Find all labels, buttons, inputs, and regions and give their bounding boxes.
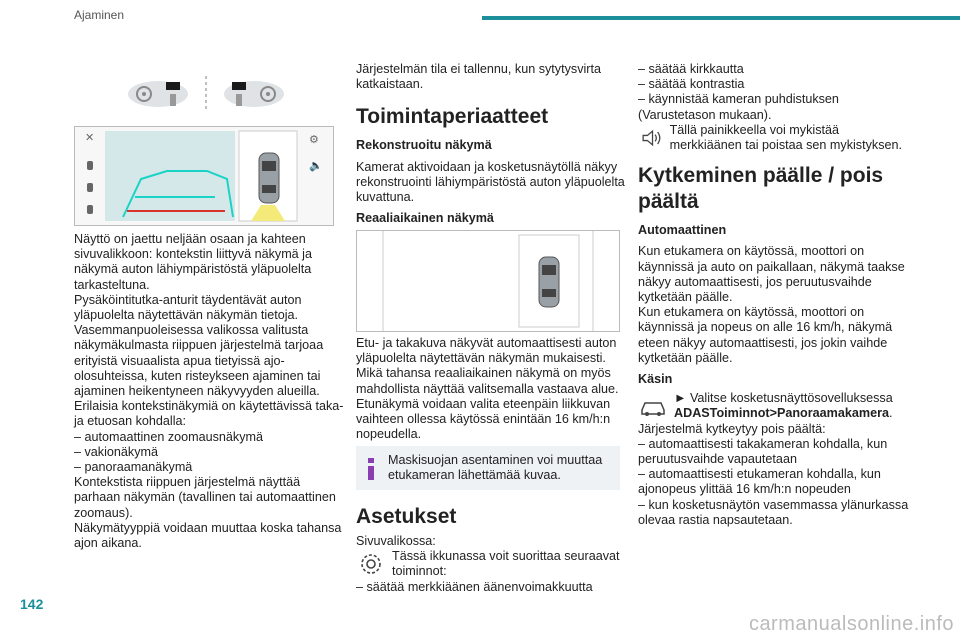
- header-accent-bar: [482, 16, 960, 20]
- list-item: – automaattinen zoomausnäkymä: [74, 429, 264, 444]
- paragraph-line: katkaistaan.: [356, 77, 424, 92]
- paragraph-line: kytketään päälle.: [638, 350, 733, 365]
- paragraph-line: mahdollista näyttää valitsemalla vastaava alue.: [356, 381, 619, 396]
- paragraph-line: merkkiäänen tai poistaa sen mykistyksen.: [669, 138, 902, 153]
- paragraph-line: rekonstruointi lähiympäristöstä auton yläpuolelta: [356, 174, 625, 189]
- list-item: – säätää kirkkautta: [638, 62, 744, 76]
- menu-path: ADASToiminnot>Panoraamakamera: [674, 406, 889, 421]
- close-icon: ✕: [85, 131, 95, 144]
- paragraph-line: Kontekstista riippuen järjestelmä näyttää: [74, 475, 301, 490]
- car-top-icon: [539, 257, 559, 307]
- car-front-view-icon: [128, 81, 188, 107]
- paragraph-line: Tällä painikkeella voi mykistää: [669, 122, 839, 137]
- paragraph-line: parhaan näkymän (tavallinen tai automaattinen: [74, 490, 336, 505]
- car-icons-illustration: [116, 72, 296, 116]
- car-rear-view-icon: [224, 81, 284, 107]
- section-title: [638, 163, 902, 215]
- paragraph-line: yläpuolelta näytettävän näkymän mukaisesti.: [356, 351, 606, 366]
- column-3-text: [638, 62, 909, 528]
- paragraph-line: Etu- ja takakuva näkyvät automaattisesti auton: [356, 336, 617, 350]
- paragraph-line: erityistä visuaalista apua tietyissä ajo-: [74, 353, 285, 368]
- paragraph-line: kytketään päälle.: [638, 290, 733, 305]
- list-item: – säätää merkkiäänen äänenvoimakkuutta: [356, 579, 593, 594]
- paragraph-line: (Varustetason mukaan).: [638, 107, 772, 122]
- column-2-text: [356, 62, 625, 226]
- view-standard-icon: [87, 183, 93, 192]
- paragraph-line: Pysäköintitutka-anturit täydentävät auton: [74, 292, 302, 307]
- realtime-view-illustration: [356, 230, 620, 332]
- view-zoom-icon: [87, 161, 93, 170]
- paragraph-line: olosuhteissa, kuten risteykseen ajaminen tai: [74, 368, 321, 383]
- paragraph-line: yläpuolelta näytettävän näkymän tietoja.: [74, 308, 299, 323]
- paragraph-line: Kun etukamera on käytössä, moottori on: [638, 305, 865, 320]
- list-item: – panoraamanäkymä: [74, 460, 193, 475]
- paragraph-line: ajon aikana.: [74, 536, 142, 551]
- paragraph-line: käynnissä ja nopeus on alle 16 km/h, näkymä: [638, 320, 893, 335]
- paragraph-line: ja etuosan kohdalla:: [74, 414, 187, 429]
- list-item: – säätää kontrastia: [638, 77, 745, 92]
- section-title-line: Kytkeminen päälle / pois: [638, 164, 884, 188]
- car-top-icon: [259, 153, 279, 203]
- section-title: Toimintaperiaatteet: [356, 105, 549, 129]
- settings-section: [356, 504, 620, 595]
- paragraph-line: ajaminen heikentyneen näkyvyyden alueilla.: [74, 384, 320, 399]
- gear-icon: [356, 549, 386, 579]
- paragraph-line: eteen näkyy automaattisesti, jos jokin vaihde: [638, 335, 888, 350]
- section-title: Asetukset: [356, 505, 457, 528]
- subsection-title: Reaaliaikainen näkymä: [356, 211, 494, 226]
- car-icon: [638, 391, 668, 421]
- subsection-title: Käsin: [638, 372, 673, 387]
- speaker-icon: [638, 123, 664, 153]
- paragraph-line: Mikä tahansa reaaliaikainen näkymä on myös: [356, 366, 611, 381]
- info-icon: [368, 458, 374, 480]
- paragraph-line: nopeudella.: [356, 427, 422, 442]
- realtime-text: [356, 336, 620, 442]
- paragraph-line: Kun etukamera on käytössä, moottori on: [638, 244, 865, 259]
- instruction-line: [674, 406, 893, 421]
- paragraph-line: Erilaisia kontekstinäkymiä on käytettävissä taka-: [74, 399, 344, 414]
- list-item: – automaattisesti etukameran kohdalla, kun: [638, 467, 881, 482]
- paragraph-line: Tässä ikkunassa voit suorittaa seuraavat: [392, 549, 620, 564]
- paragraph-line: käynnissä ja auto on paikallaan, näkymä taakse: [638, 259, 905, 274]
- list-item: – vakionäkymä: [74, 444, 158, 459]
- paragraph-line: olevaa rastia napsautetaan.: [638, 512, 793, 527]
- paragraph-line: zoomaus).: [74, 505, 133, 520]
- page-number: 142: [20, 596, 44, 612]
- camera-view: [105, 131, 235, 221]
- paragraph-line: Vasemmanpuoleisessa valikossa valitusta: [74, 323, 309, 338]
- paragraph-line: Sivuvalikossa:: [356, 534, 436, 548]
- paragraph-line: näkymäkulmasta riippuen järjestelmä tarjoaa: [74, 338, 324, 353]
- paragraph-line: tarkasteltuna.: [74, 277, 150, 292]
- info-note: [356, 446, 620, 490]
- paragraph-line: näkymä auton lähiympäristöstä yläpuolelta: [74, 262, 312, 277]
- section-title-line: päältä: [638, 190, 699, 214]
- list-item: – käynnistää kameran puhdistuksen: [638, 92, 839, 107]
- note-line: etukameran lähettämää kuvaa.: [388, 468, 561, 483]
- view-panorama-icon: [87, 205, 93, 214]
- watermark: carmanualsonline.info: [748, 613, 954, 635]
- paragraph-line: kuvattuna.: [356, 190, 415, 205]
- speaker-icon: 🔈: [309, 159, 323, 172]
- paragraph-line: Järjestelmän tila ei tallennu, kun sytytysvirta: [356, 62, 601, 76]
- gear-icon: ⚙: [309, 133, 319, 146]
- paragraph-line: toiminnot:: [392, 564, 447, 579]
- paragraph-line: sivuvalikkoon: kontekstin liittyvä näkymä ja: [74, 247, 312, 262]
- column-1-text: [74, 232, 344, 551]
- subsection-title: Rekonstruoitu näkymä: [356, 138, 492, 153]
- paragraph-line: Kamerat aktivoidaan ja kosketusnäytöllä näkyy: [356, 159, 618, 174]
- note-line: Maskisuojan asentaminen voi muuttaa: [388, 453, 603, 467]
- camera-screen-illustration: [74, 126, 334, 226]
- paragraph-line: peruutusvaihde vapautetaan: [638, 452, 797, 467]
- paragraph-line: vaihteen ollessa käytössä enintään 16 km/h:n: [356, 412, 611, 427]
- paragraph-line: näkyy automaattisesti, jos peruutusvaihde: [638, 274, 872, 289]
- paragraph-line: Näyttö on jaettu neljään osaan ja kahteen: [74, 232, 306, 246]
- paragraph-line: Etunäkymä voidaan valita eteenpäin liikkuvan: [356, 396, 611, 411]
- paragraph-line: ajonopeus ylittää 16 km/h:n nopeuden: [638, 482, 851, 497]
- paragraph-line: Näkymätyyppiä voidaan muuttaa koska tahansa: [74, 520, 342, 535]
- instruction-end: .: [888, 406, 893, 421]
- paragraph-line: Järjestelmä kytkeytyy pois päältä:: [638, 421, 826, 436]
- subsection-title: Automaattinen: [638, 223, 727, 238]
- list-item: – kun kosketusnäytön vasemmassa ylänurkassa: [638, 497, 909, 512]
- running-header: Ajaminen: [74, 8, 125, 22]
- list-item: – automaattisesti takakameran kohdalla, kun: [638, 436, 888, 451]
- instruction-line: ► Valitse kosketusnäyttösovelluksessa: [674, 391, 893, 406]
